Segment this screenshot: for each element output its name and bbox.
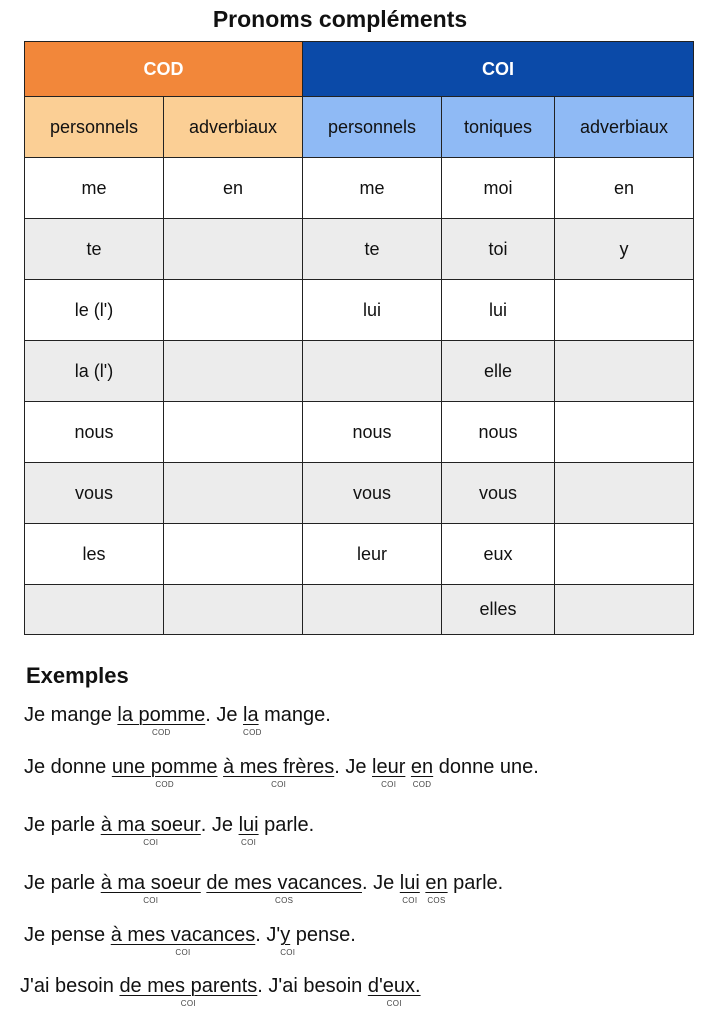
segment-text: lui xyxy=(238,814,259,836)
sentence-text xyxy=(290,923,356,947)
segment-text: . J'ai besoin xyxy=(257,975,368,997)
table-cell: en xyxy=(164,158,303,219)
segment-text: mange. xyxy=(258,704,331,726)
table-row xyxy=(25,402,694,463)
segment-text: parle. xyxy=(258,814,315,836)
table-cell: vous xyxy=(442,463,555,524)
sentence-text xyxy=(257,974,368,998)
table-row xyxy=(25,524,694,585)
underlined-complement xyxy=(223,755,335,789)
sentence-text xyxy=(24,923,111,947)
underlined-complement xyxy=(410,755,434,789)
cod-group-header: COD xyxy=(25,42,303,97)
table-cell: me xyxy=(303,158,442,219)
complement-type-label: COI xyxy=(143,896,159,905)
table-cell xyxy=(25,585,164,635)
pronouns-table xyxy=(24,41,694,635)
complement-type-label: COS xyxy=(275,896,294,905)
table-row xyxy=(25,280,694,341)
sentence-text xyxy=(24,755,112,779)
column-header-cod-personnels: personnels xyxy=(25,97,164,158)
segment-text: une pomme xyxy=(111,756,218,778)
table-cell xyxy=(555,402,694,463)
segment-text: donne une. xyxy=(433,756,539,778)
example-sentence xyxy=(24,813,315,847)
sentence-text xyxy=(24,813,101,837)
segment-text: parle. xyxy=(447,872,504,894)
sentence-text xyxy=(259,703,331,727)
table-row xyxy=(25,158,694,219)
underlined-complement xyxy=(119,974,258,1008)
underlined-complement xyxy=(372,755,406,789)
complement-type-label: COI xyxy=(175,948,191,957)
table-cell: elles xyxy=(442,585,555,635)
complement-type-label: COD xyxy=(151,728,171,737)
segment-text: la pomme xyxy=(117,704,206,726)
segment-text: la xyxy=(243,704,259,726)
segment-text: Je parle xyxy=(24,872,101,894)
table-cell: moi xyxy=(442,158,555,219)
table-cell xyxy=(303,585,442,635)
sentence-text xyxy=(24,703,117,727)
column-header-cod-adverbiaux: adverbiaux xyxy=(164,97,303,158)
table-row xyxy=(25,585,694,635)
segment-text: leur xyxy=(372,756,406,778)
example-sentence xyxy=(24,923,356,957)
table-cell xyxy=(555,280,694,341)
sentence-text xyxy=(362,871,400,895)
example-sentence xyxy=(24,755,539,789)
table-cell xyxy=(164,341,303,402)
table-cell xyxy=(164,280,303,341)
table-cell xyxy=(164,219,303,280)
sentence-text xyxy=(205,703,243,727)
table-cell xyxy=(164,463,303,524)
segment-text: pense. xyxy=(290,924,356,946)
underlined-complement xyxy=(111,755,218,789)
segment-text: en xyxy=(425,872,448,894)
underlined-complement xyxy=(243,703,262,737)
table-cell: elle xyxy=(442,341,555,402)
underlined-complement xyxy=(100,871,201,905)
table-row xyxy=(25,463,694,524)
complement-type-label: COI xyxy=(381,780,397,789)
complement-type-label: COI xyxy=(271,780,287,789)
table-cell: toi xyxy=(442,219,555,280)
table-cell: le (l') xyxy=(25,280,164,341)
table-cell: vous xyxy=(25,463,164,524)
table-row xyxy=(25,341,694,402)
example-sentence xyxy=(24,871,504,905)
segment-text: . Je xyxy=(205,704,243,726)
table-cell xyxy=(555,463,694,524)
segment-text: à mes frères xyxy=(223,756,335,778)
segment-text: en xyxy=(410,756,434,778)
underlined-complement xyxy=(238,813,259,847)
complement-type-label: COI xyxy=(402,896,418,905)
underlined-complement xyxy=(110,923,256,957)
examples-heading: Exemples xyxy=(26,663,129,688)
table-cell: vous xyxy=(303,463,442,524)
underlined-complement xyxy=(100,813,201,847)
column-header-coi-adverbiaux: adverbiaux xyxy=(555,97,694,158)
segment-text: . Je xyxy=(334,756,372,778)
table-cell xyxy=(555,585,694,635)
segment-text: de mes vacances xyxy=(206,872,362,894)
complement-type-label: COI xyxy=(386,999,402,1008)
table-cell: lui xyxy=(442,280,555,341)
sentence-text xyxy=(20,974,119,998)
segment-text: . Je xyxy=(200,814,239,836)
underlined-complement xyxy=(206,871,362,905)
sentence-text xyxy=(259,813,315,837)
complement-type-label: COI xyxy=(241,838,257,847)
table-cell: nous xyxy=(442,402,555,463)
example-sentence xyxy=(20,974,421,1008)
sentence-text xyxy=(334,755,372,779)
complement-type-label: COS xyxy=(427,896,446,905)
page-title: Pronoms compléments xyxy=(212,6,468,32)
table-cell: eux xyxy=(442,524,555,585)
underlined-complement xyxy=(117,703,206,737)
table-cell: en xyxy=(555,158,694,219)
segment-text: . Je xyxy=(361,872,400,894)
table-cell: nous xyxy=(303,402,442,463)
table-cell: lui xyxy=(303,280,442,341)
segment-text: Je parle xyxy=(24,814,101,836)
complement-type-label: COD xyxy=(412,780,432,789)
segment-text: à mes vacances xyxy=(110,924,256,946)
segment-text: à ma soeur xyxy=(100,872,201,894)
segment-text: de mes parents xyxy=(119,975,258,997)
segment-text: J'ai besoin xyxy=(20,975,120,997)
table-cell xyxy=(164,524,303,585)
segment-text: Je donne xyxy=(24,756,112,778)
segment-text: . J' xyxy=(255,924,281,946)
table-cell: te xyxy=(25,219,164,280)
sentence-text xyxy=(24,871,101,895)
segment-text: Je mange xyxy=(24,704,118,726)
sentence-text xyxy=(201,813,239,837)
underlined-complement xyxy=(399,871,420,905)
underlined-complement xyxy=(367,974,421,1008)
column-header-coi-toniques: toniques xyxy=(442,97,555,158)
segment-text: d'eux. xyxy=(367,975,421,997)
table-cell xyxy=(555,341,694,402)
table-cell xyxy=(164,585,303,635)
segment-text: Je pense xyxy=(24,924,111,946)
complement-type-label: COD xyxy=(243,728,262,737)
complement-type-label: COI xyxy=(280,948,296,957)
table-row xyxy=(25,219,694,280)
table-cell: y xyxy=(555,219,694,280)
segment-text: à ma soeur xyxy=(100,814,201,836)
table-cell: les xyxy=(25,524,164,585)
table-cell xyxy=(555,524,694,585)
table-cell: leur xyxy=(303,524,442,585)
table-cell xyxy=(303,341,442,402)
sentence-text xyxy=(433,755,539,779)
underlined-complement xyxy=(425,871,448,905)
complement-type-label: COI xyxy=(143,838,159,847)
column-header-coi-personnels: personnels xyxy=(303,97,442,158)
table-cell xyxy=(164,402,303,463)
segment-text: lui xyxy=(399,872,420,894)
complement-type-label: COI xyxy=(180,999,196,1008)
table-cell: nous xyxy=(25,402,164,463)
table-cell: la (l') xyxy=(25,341,164,402)
sentence-text xyxy=(255,923,280,947)
table-cell: me xyxy=(25,158,164,219)
underlined-complement xyxy=(280,923,296,957)
complement-type-label: COD xyxy=(155,780,175,789)
coi-group-header: COI xyxy=(303,42,694,97)
example-sentence xyxy=(24,703,331,737)
segment-text: y xyxy=(280,924,291,946)
table-cell: te xyxy=(303,219,442,280)
sentence-text xyxy=(448,871,504,895)
